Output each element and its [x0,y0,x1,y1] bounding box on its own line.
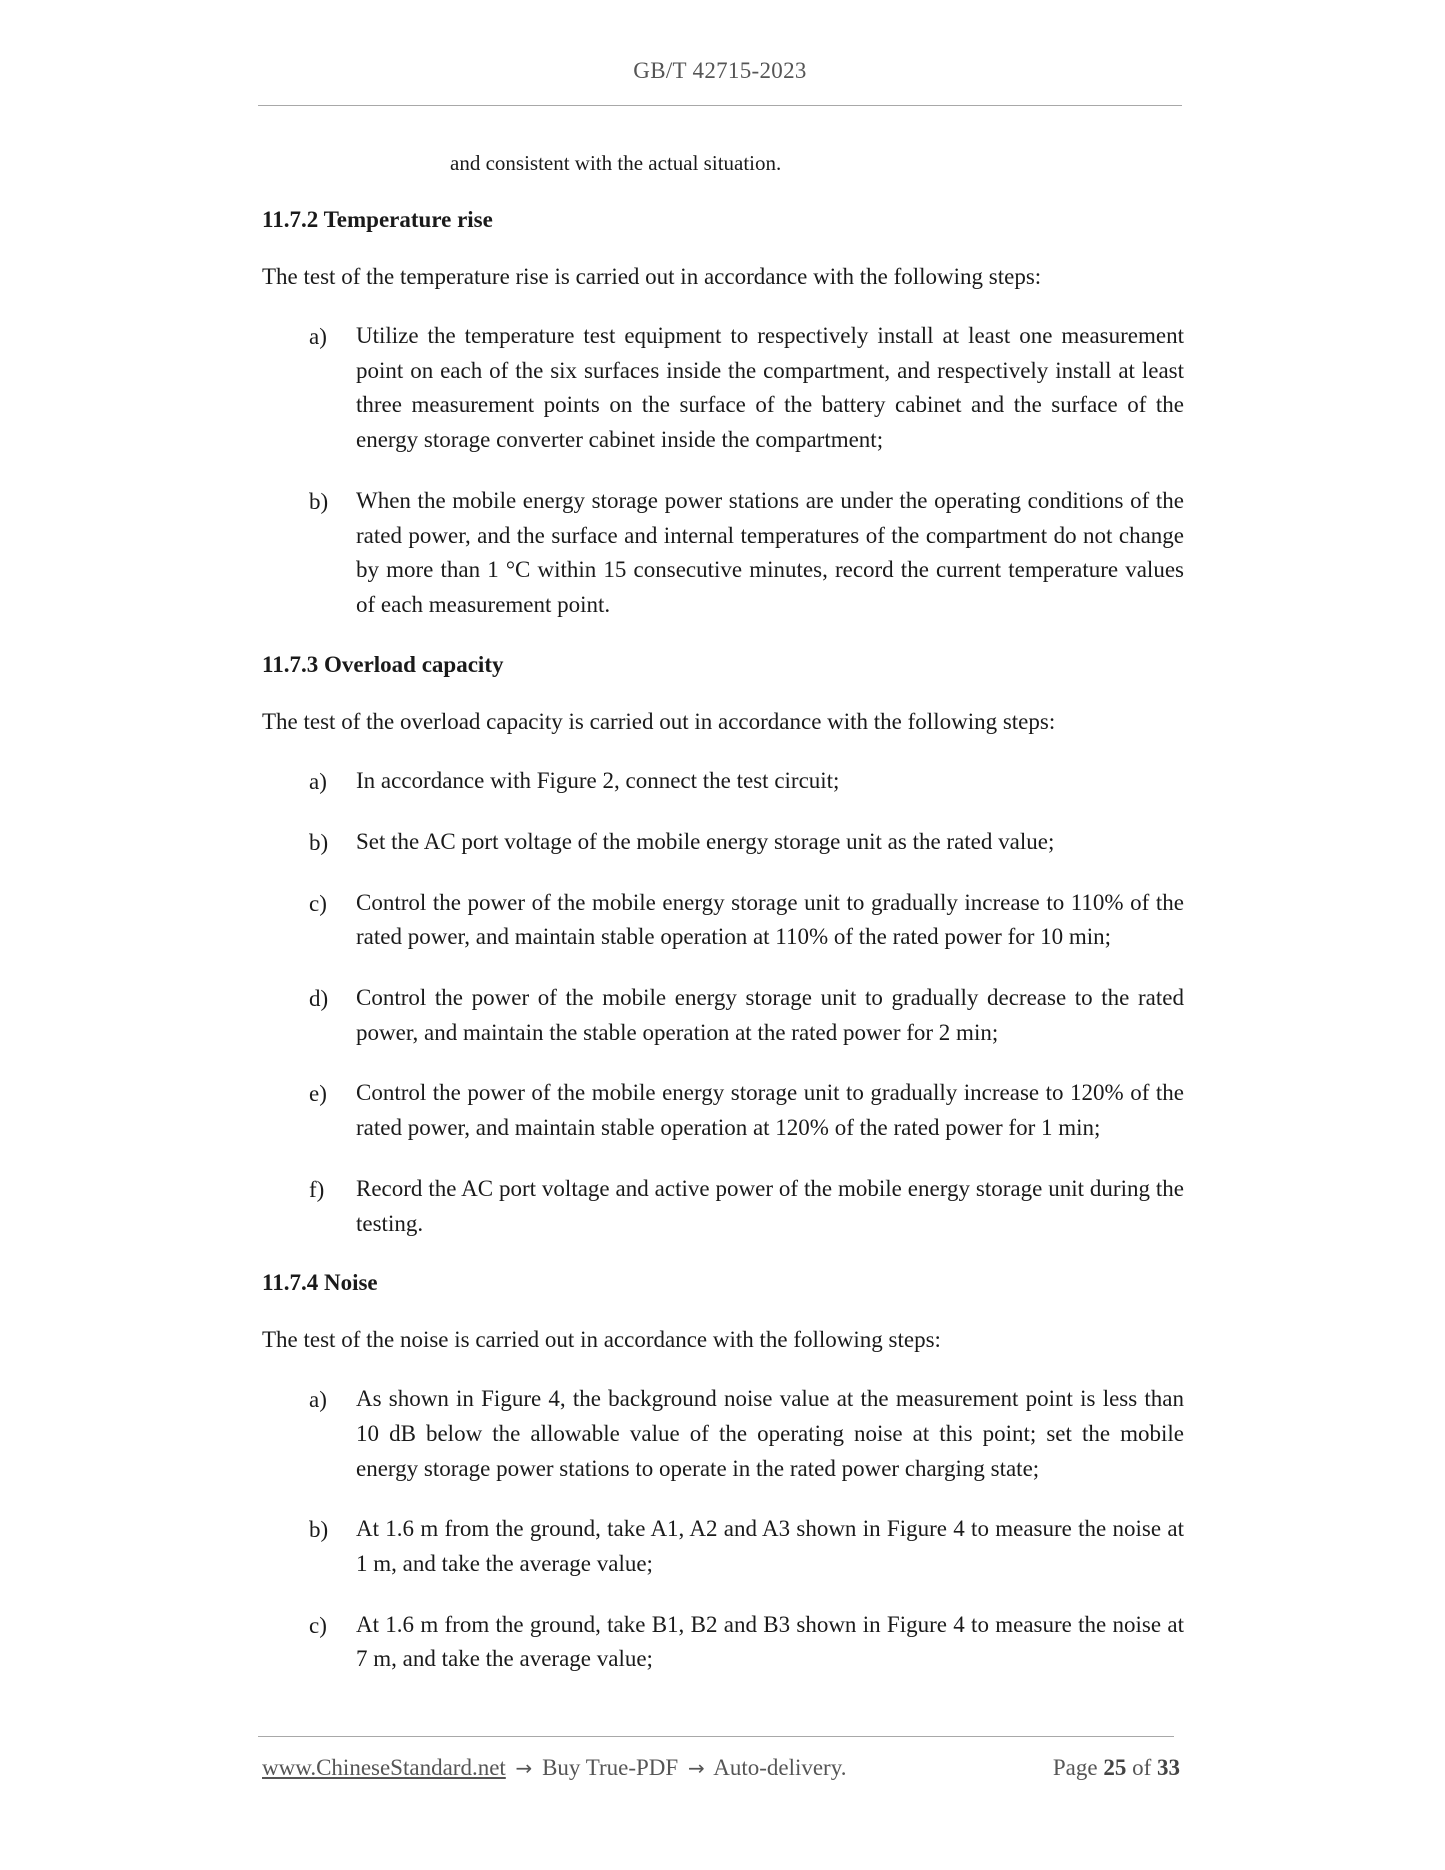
site-link[interactable]: www.ChineseStandard.net [262,1755,506,1780]
list-marker: c) [309,890,327,916]
section-heading: 11.7.2 Temperature rise [262,207,493,232]
section-heading: 11.7.3 Overload capacity [262,651,504,677]
section-intro: The test of the temperature rise is carried out in accordance with the following steps: [262,264,1042,289]
list-marker: b) [309,829,329,855]
list-text: Control the power of the mobile energy storage unit to gradually increase to 120% of the rated power, and maintain stable operation at 120% of the rated power for 1 min; [356,1080,1184,1141]
section-noise [262,1267,1184,1677]
list-item [309,825,1184,860]
list-item [309,1172,1184,1241]
section-intro: The test of the noise is carried out in accordance with the following steps: [262,1327,941,1353]
list-text: When the mobile energy storage power stations are under the operating conditions of the rated power, and the surface and internal temperatures of the compartment do not change by more than 1 °C within 15 consecutive minutes, record the current temperature values of each measurement point. [356,487,1184,617]
arrow-right-icon: → [515,1756,533,1780]
list-marker: a) [309,324,327,349]
list-marker: d) [309,986,329,1012]
buy-pdf-text: Buy True-PDF [542,1755,679,1780]
list-text: At 1.6 m from the ground, take B1, B2 and B3 shown in Figure 4 to measure the noise at 7 m, and take the average value; [356,1611,1184,1672]
list-item [309,319,1184,458]
footer-divider [258,1736,1174,1737]
list-item [309,1512,1184,1581]
list-marker: e) [309,1081,327,1107]
page-of-label: of [1132,1755,1152,1780]
section-overload-capacity [262,649,1184,1242]
continuation-text: and consistent with the actual situation. [450,151,782,175]
section-temperature-rise [262,204,1184,623]
list-marker: a) [309,768,327,794]
page-current: 25 [1103,1755,1127,1780]
list-text: Control the power of the mobile energy storage unit to gradually increase to 110% of the rated power, and maintain stable operation at 110% of the rated power for 10 min; [356,889,1184,950]
header-divider [258,105,1182,106]
section-intro: The test of the overload capacity is carried out in accordance with the following steps: [262,708,1056,734]
list-item [309,981,1184,1050]
auto-delivery-text: Auto-delivery. [713,1755,847,1780]
list-text: Control the power of the mobile energy storage unit to gradually decrease to the rated power, and maintain the stable operation at the rated power for 2 min; [356,985,1184,1045]
list-item [309,1608,1184,1677]
list-text: As shown in Figure 4, the background noise value at the measurement point is less than 10 dB below the allowable value of the operating noise at this point; set the mobile energy storage power stations to operate in the rated power charging state; [356,1386,1184,1481]
list-marker: a) [309,1387,327,1413]
page-label: Page [1052,1755,1098,1780]
arrow-right-icon: → [687,1756,705,1780]
list-text: Record the AC port voltage and active power of the mobile energy storage unit during the testing. [356,1175,1184,1236]
list-item [309,1076,1184,1145]
list-text: In accordance with Figure 2, connect the test circuit; [356,767,840,793]
list-marker: b) [309,488,329,514]
list-text: At 1.6 m from the ground, take A1, A2 and A3 shown in Figure 4 to measure the noise at 1 m, and take the average value; [356,1516,1184,1577]
list-item [309,886,1184,955]
document-body [262,148,1184,1703]
page-indicator [1053,1755,1180,1781]
list-text: Utilize the temperature test equipment to respectively install at least one measurement point on each of the six surfaces inside the compartment, and respectively install at least three measurement points on the surface of the battery cabinet and the surface of the energy storage converter cabinet inside the compartment; [356,323,1184,453]
page-header-doc-code: GB/T 42715-2023 [633,58,807,83]
section-heading: 11.7.4 Noise [262,1270,378,1296]
page-total: 33 [1157,1755,1180,1780]
page-footer [262,1755,1180,1781]
footer-promo [262,1755,846,1781]
list-item [309,764,1184,799]
list-marker: c) [309,1612,327,1638]
list-marker: b) [309,1517,329,1543]
list-item [309,484,1184,623]
list-marker: f) [309,1176,325,1202]
list-text: Set the AC port voltage of the mobile energy storage unit as the rated value; [356,828,1055,854]
list-item [309,1382,1184,1486]
